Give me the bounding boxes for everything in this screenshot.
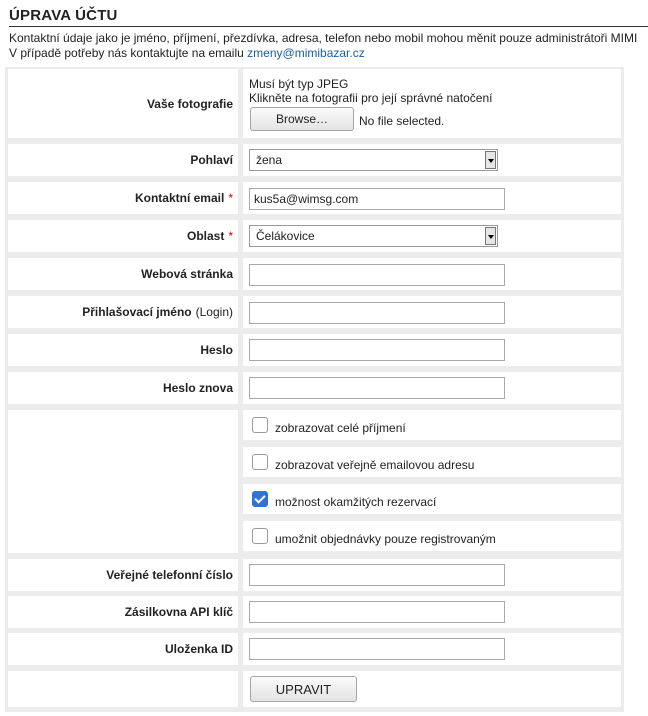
photo-field xyxy=(243,69,621,138)
show-surname-checkbox[interactable] xyxy=(252,417,268,433)
website-label: Webová stránka xyxy=(8,258,238,290)
login-label-suffix: (Login) xyxy=(195,305,233,319)
gender-select-value: žena xyxy=(256,153,283,167)
password-again-label: Heslo znova xyxy=(8,372,238,404)
zasilkovna-input[interactable] xyxy=(249,601,505,623)
website-input[interactable] xyxy=(249,264,505,286)
region-select[interactable] xyxy=(249,225,498,247)
photo-hint-rotate: Klikněte na fotografii pro její správné natočení xyxy=(249,91,493,105)
submit-button[interactable]: UPRAVIT xyxy=(250,676,357,702)
show-email-label: zobrazovat veřejně emailovou adresu xyxy=(275,458,475,472)
options-label xyxy=(8,410,238,553)
email-label: Kontaktní email * xyxy=(8,182,238,214)
browse-button[interactable]: Browse… xyxy=(250,107,354,131)
chevron-down-icon xyxy=(485,227,496,245)
phone-label: Veřejné telefonní číslo xyxy=(8,559,238,591)
chevron-down-icon xyxy=(485,151,496,169)
required-mark: * xyxy=(228,191,233,205)
ulozenka-input[interactable] xyxy=(249,638,505,660)
registered-only-orders-checkbox[interactable] xyxy=(252,528,268,544)
required-mark: * xyxy=(228,229,233,243)
region-label: Oblast * xyxy=(8,220,238,252)
option-registered-only-orders xyxy=(243,521,621,551)
login-input[interactable] xyxy=(249,302,505,324)
submit-row xyxy=(8,671,621,707)
phone-row xyxy=(8,559,621,591)
photo-label: Vaše fotografie xyxy=(8,69,238,138)
title-divider xyxy=(9,26,648,27)
region-row xyxy=(8,220,621,252)
ulozenka-row xyxy=(8,633,621,665)
registered-only-orders-label: umožnit objednávky pouze registrovaným xyxy=(275,532,496,546)
photo-row xyxy=(8,69,621,138)
option-show-email xyxy=(243,447,621,477)
show-email-checkbox[interactable] xyxy=(252,454,268,470)
contact-email-link[interactable]: zmeny@mimibazar.cz xyxy=(247,46,365,60)
email-input[interactable]: kus5a@wimsg.com xyxy=(249,188,505,210)
intro-text xyxy=(9,31,648,61)
page-title: ÚPRAVA ÚČTU xyxy=(9,7,118,24)
intro-line-1: Kontaktní údaje jako je jméno, příjmení, přezdívka, adresa, telefon nebo mobil mohou měnit pouze administrátoři MIMI xyxy=(9,31,638,45)
instant-reservations-label: možnost okamžitých rezervací xyxy=(275,495,437,509)
zasilkovna-label: Zásilkovna API klíč xyxy=(8,596,238,628)
gender-row xyxy=(8,144,621,176)
ulozenka-label: Uloženka ID xyxy=(8,633,238,665)
gender-select[interactable] xyxy=(249,149,498,171)
option-show-surname xyxy=(243,410,621,440)
account-form xyxy=(5,67,624,712)
option-instant-reservations xyxy=(243,484,621,514)
login-row xyxy=(8,296,621,328)
login-label: Přihlašovací jméno (Login) xyxy=(8,296,238,328)
website-row xyxy=(8,258,621,290)
photo-hint-jpeg: Musí být typ JPEG xyxy=(249,77,349,91)
password-input[interactable] xyxy=(249,339,505,361)
zasilkovna-row xyxy=(8,596,621,628)
intro-line-2 xyxy=(9,46,648,61)
email-row xyxy=(8,182,621,214)
show-surname-label: zobrazovat celé příjmení xyxy=(275,421,406,435)
password-row xyxy=(8,334,621,366)
instant-reservations-checkbox[interactable] xyxy=(252,491,268,507)
submit-label-cell xyxy=(8,671,238,707)
intro-line-2-text: V případě potřeby nás kontaktujte na emailu xyxy=(9,46,244,60)
password-label: Heslo xyxy=(8,334,238,366)
no-file-text: No file selected. xyxy=(359,114,445,128)
password-again-row xyxy=(8,372,621,404)
phone-input[interactable] xyxy=(249,564,505,586)
gender-label: Pohlaví xyxy=(8,144,238,176)
options-row xyxy=(8,410,621,553)
region-select-value: Čelákovice xyxy=(256,229,315,243)
password-again-input[interactable] xyxy=(249,377,505,399)
